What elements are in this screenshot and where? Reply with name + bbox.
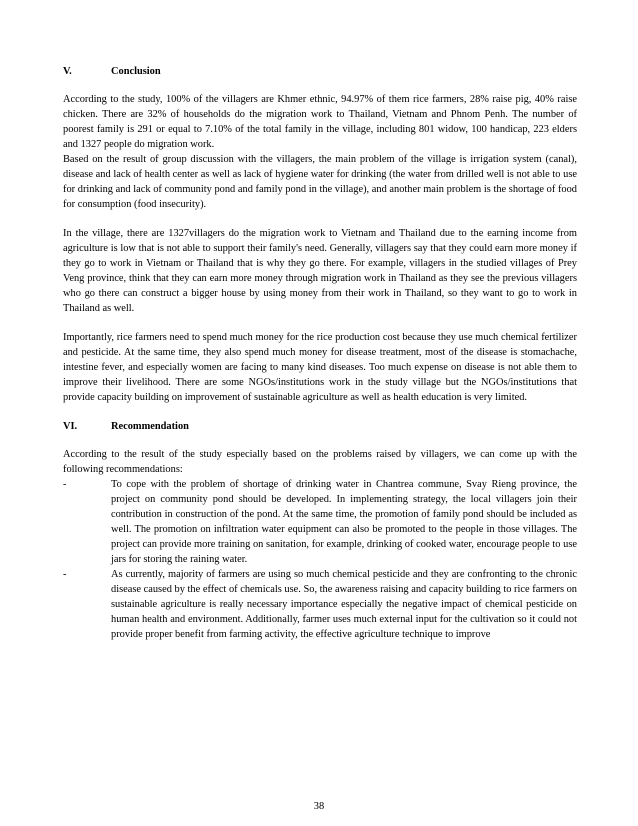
conclusion-paragraph-2: Based on the result of group discussion with the villagers, the main problem of the village is irrigation system (canal), disease and lack of health center as well as lack of hygiene water for drinking (the water from drilled well is not able to use for drinking and lack of community pond and family pond in the village), and another main problem is the shortage of food for consumption (food insecurity).: [63, 154, 577, 210]
conclusion-paragraph-1: According to the study, 100% of the villagers are Khmer ethnic, 94.97% of them rice farmers, 28% raise pig, 40% raise chicken. There are 32% of households do the migration work to Thailand, Vietnam and Phnom Penh. The number of poorest family is 291 or equal to 7.10% of the total family in the village, including 801 widow, 100 handicap, 223 elders and 1327 people do migration work.: [63, 94, 577, 150]
recommendation-item-2-text: As currently, majority of farmers are using so much chemical pesticide and they are confronting to the chronic disease caused by the effect of chemicals use. So, the awareness raising and capacity building to rice farmers on sustainable agriculture is really necessary importance especially the negative impact of chemical pesticide on human health and environment. Additionally, farmer uses much external input for the cultivation so it could not provide proper benefit from farming activity, the effective agriculture technique to improve: [111, 569, 577, 640]
section-vi-number: VI.: [63, 421, 78, 432]
document-page: [63, 64, 577, 642]
page-number: 38: [313, 801, 325, 812]
recommendation-item-2: [63, 567, 577, 642]
bullet-marker: -: [63, 479, 67, 490]
recommendation-intro: According to the result of the study especially based on the problems raised by villagers, we can come up with the following recommendations:: [63, 449, 577, 475]
bullet-marker: -: [63, 569, 67, 580]
conclusion-paragraph-3: In the village, there are 1327villagers do the migration work to Vietnam and Thailand due to the earning income from agriculture is low that is not able to support their family's need. Generally, villagers say that they could earn more money if they go to work in Vietnam or Thailand that is why they go there. For example, villagers in the studied villages of Prey Veng province, think that they can earn more money through migration work in Thailand as they see the previous villagers who go there can construct a bigger house by using money from their work in Thailand, so they want to go to work in Thailand as well.: [63, 228, 577, 314]
recommendation-item-1: [63, 477, 577, 567]
section-v-number: V.: [63, 66, 72, 77]
section-vi-title: Recommendation: [111, 421, 189, 432]
section-v-title: Conclusion: [111, 66, 161, 77]
conclusion-paragraph-4: Importantly, rice farmers need to spend much money for the rice production cost because they use much chemical fertilizer and pesticide. At the same time, they also spend much money for disease treatment, most of the disease is stomachache, intestine fever, and especially women are facing to many kind diseases. Too much expense on disease is not able them to improve their livelihood. There are some NGOs/institutions work in the study village but the NGOs/institutions that provide capacity building on improvement of sustainable agriculture as well as health education is very limited.: [63, 332, 577, 403]
section-vi-heading: [63, 419, 577, 434]
recommendation-item-1-text: To cope with the problem of shortage of drinking water in Chantrea commune, Svay Rieng province, the project on community pond should be developed. In implementing strategy, the local villagers join their contribution in construction of the pond. At the same time, the promotion of family pond should be included as well. The promotion on infiltration water equipment can also be promoted to the people in those villages. The project can provide more training on sanitation, for example, drinking of cooked water, encourage people to use jars for storing the raining water.: [111, 479, 577, 565]
section-v-heading: [63, 64, 577, 79]
